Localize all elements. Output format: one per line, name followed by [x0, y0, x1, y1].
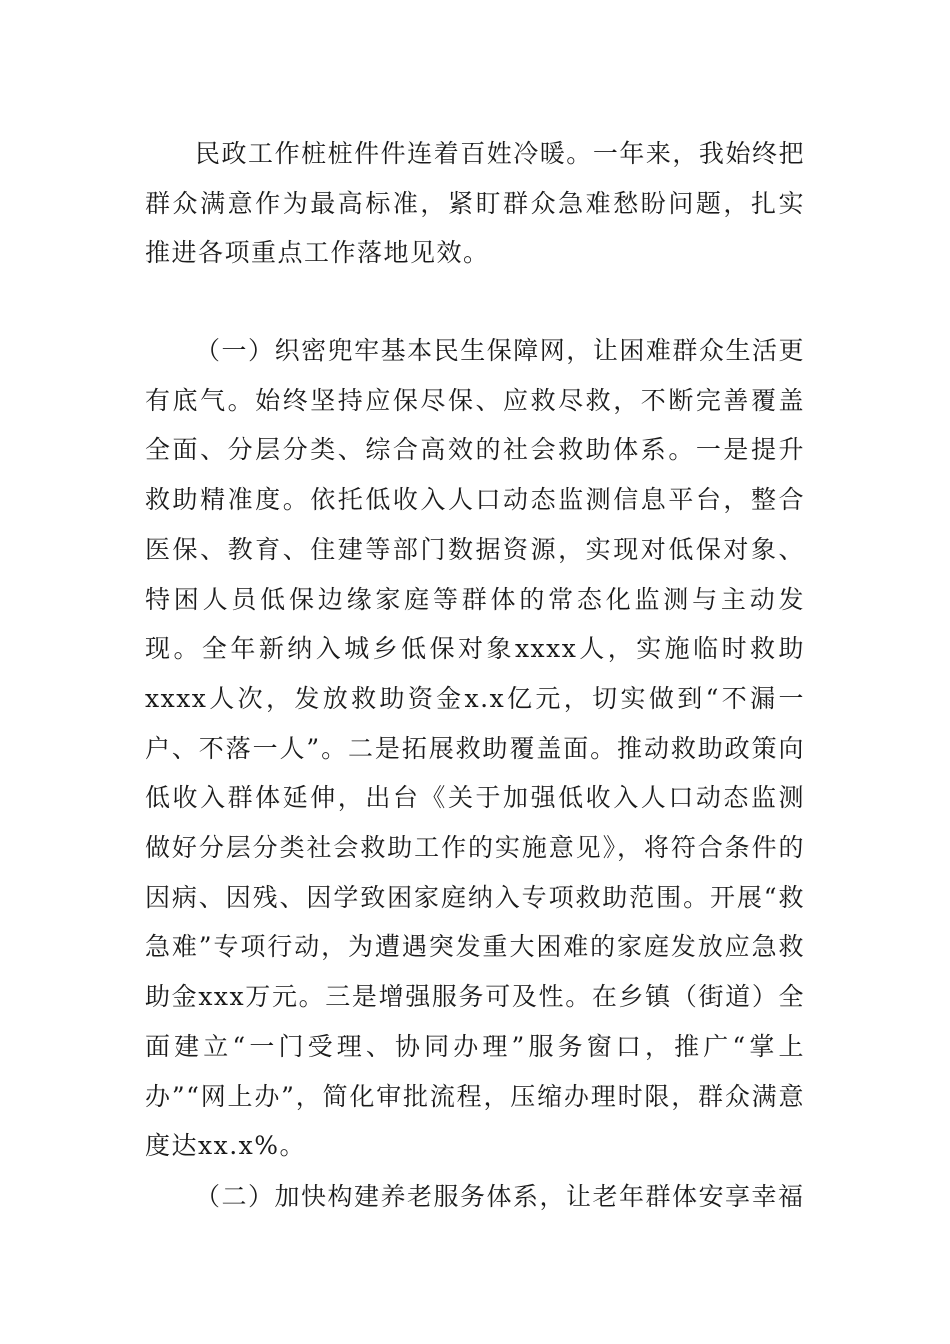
intro-paragraph: 民政工作桩桩件件连着百姓冷暖。一年来，我始终把群众满意作为最高标准，紧盯群众急难愁盼问题，扎实推进各项重点工作落地见效。: [145, 139, 805, 268]
section-two-heading-paragraph: （二）加快构建养老服务体系，让老年群体安享幸福: [195, 1182, 805, 1211]
section-one-paragraph: （一）织密兜牢基本民生保障网，让困难群众生活更有底气。始终坚持应保尽保、应救尽救，不断完善覆盖全面、分层分类、综合高效的社会救助体系。一是提升救助精准度。依托低收入人口动态监测信息平台，整合医保、教育、住建等部门数据资源，实现对低保对象、特困人员低保边缘家庭等群体的常态化监测与主动发现。全年新纳入城乡低保对象xxxx人，实施临时救助xxxx人次，发放救助资金x.x亿元，切实做到“不漏一户、不落一人”。二是拓展救助覆盖面。推动救助政策向低收入群体延伸，出台《关于加强低收入人口动态监测做好分层分类社会救助工作的实施意见》，将符合条件的因病、因残、因学致困家庭纳入专项救助范围。开展“救急难”专项行动，为遭遇突发重大困难的家庭发放应急救助金xxx万元。三是增强服务可及性。在乡镇（街道）全面建立“一门受理、协同办理”服务窗口，推广“掌上办”“网上办”，简化审批流程，压缩办理时限，群众满意度达xx.x%。: [145, 336, 805, 1161]
